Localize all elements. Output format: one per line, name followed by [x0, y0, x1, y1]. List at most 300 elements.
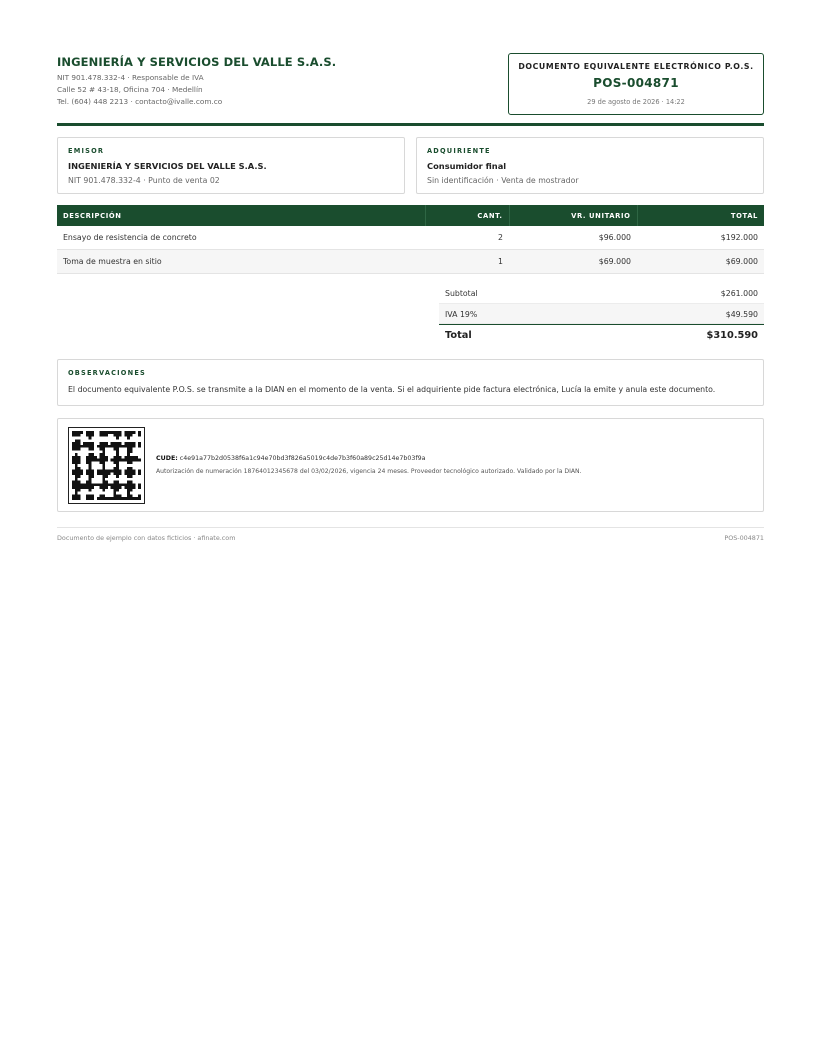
qr-module [113, 448, 116, 451]
footer-doc-number: POS-004871 [724, 534, 764, 542]
qr-module [127, 475, 130, 478]
qr-module [89, 486, 92, 489]
grand-total-row [439, 324, 764, 346]
qr-module [108, 470, 111, 473]
tax-value: $49.590 [725, 309, 758, 319]
qr-module [97, 497, 100, 500]
qr-module [80, 486, 83, 489]
qr-module [138, 470, 141, 473]
qr-module [116, 489, 119, 492]
qr-module [86, 434, 89, 437]
qr-module [78, 459, 81, 462]
cude-line [156, 455, 426, 462]
qr-module [124, 434, 127, 437]
qr-module [119, 497, 122, 500]
qr-module [78, 445, 81, 448]
qr-module [105, 483, 108, 486]
qr-module [105, 481, 108, 484]
qr-module [78, 448, 81, 451]
qr-module [113, 456, 116, 459]
items-header-row [57, 205, 764, 226]
qr-module [78, 456, 81, 459]
qr-module [116, 434, 119, 437]
qr-module [130, 461, 133, 464]
qr-module [89, 470, 92, 473]
qr-module [78, 434, 81, 437]
qr-module [75, 472, 78, 475]
qr-module [105, 472, 108, 475]
qr-module [116, 448, 119, 451]
qr-module [100, 442, 103, 445]
qr-module [100, 459, 103, 462]
qr-module [124, 472, 127, 475]
qr-module [72, 494, 75, 497]
qr-module [72, 456, 75, 459]
qr-module [100, 472, 103, 475]
qr-module [102, 461, 105, 464]
qr-module [86, 497, 89, 500]
qr-module [91, 475, 94, 478]
qr-module [102, 450, 105, 453]
qr-module [91, 483, 94, 486]
qr-module [116, 486, 119, 489]
qr-module [86, 445, 89, 448]
qr-module [102, 494, 105, 497]
qr-module [130, 442, 133, 445]
qr-module [86, 456, 89, 459]
qr-module [127, 492, 130, 495]
qr-module [113, 434, 116, 437]
qr-module [130, 434, 133, 437]
qr-module [75, 448, 78, 451]
grand-total-label: Total [445, 330, 472, 341]
qr-module [80, 483, 83, 486]
qr-module [94, 456, 97, 459]
qr-module [130, 497, 133, 500]
qr-module [97, 483, 100, 486]
qr-module [138, 497, 141, 500]
qr-module [130, 431, 133, 434]
qr-module [119, 472, 122, 475]
qr-module [111, 431, 114, 434]
qr-module [116, 461, 119, 464]
qr-module [89, 456, 92, 459]
qr-module [133, 497, 136, 500]
qr-module [86, 431, 89, 434]
document-number: POS-004871 [593, 76, 679, 90]
qr-module [113, 445, 116, 448]
qr-module [78, 431, 81, 434]
qr-module [91, 431, 94, 434]
qr-module [89, 494, 92, 497]
qr-module [78, 483, 81, 486]
qr-module [72, 481, 75, 484]
qr-module [113, 486, 116, 489]
qr-module [100, 483, 103, 486]
qr-module [116, 467, 119, 470]
qr-module [100, 494, 103, 497]
qr-module [122, 445, 125, 448]
qr-module [105, 445, 108, 448]
qr-module [138, 483, 141, 486]
qr-module [91, 453, 94, 456]
subtotal-value: $261.000 [720, 289, 758, 298]
qr-module [105, 434, 108, 437]
qr-module [119, 442, 122, 445]
company-address: Calle 52 # 43-18, Oficina 704 · Medellín [57, 85, 203, 94]
qr-module [102, 478, 105, 481]
qr-module [89, 481, 92, 484]
qr-module [89, 453, 92, 456]
qr-module [83, 483, 86, 486]
qr-module [122, 483, 125, 486]
grand-total-value: $310.590 [706, 330, 758, 341]
qr-module [80, 470, 83, 473]
qr-module [138, 459, 141, 462]
qr-module [78, 494, 81, 497]
item-unit-price: $69.000 [509, 250, 637, 274]
qr-module [135, 459, 138, 462]
qr-module [75, 470, 78, 473]
qr-module [102, 464, 105, 467]
qr-module [111, 442, 114, 445]
qr-module [105, 470, 108, 473]
qr-module [75, 486, 78, 489]
qr-code-icon [68, 427, 145, 504]
qr-module [72, 431, 75, 434]
qr-module [86, 494, 89, 497]
qr-module [89, 434, 92, 437]
item-unit-price: $96.000 [509, 226, 637, 250]
qr-module [94, 459, 97, 462]
qr-module [130, 489, 133, 492]
qr-module [127, 445, 130, 448]
qr-module [102, 483, 105, 486]
qr-module [100, 453, 103, 456]
qr-module [75, 453, 78, 456]
qr-module [91, 472, 94, 475]
qr-module [124, 445, 127, 448]
qr-module [116, 453, 119, 456]
qr-module [127, 483, 130, 486]
qr-module [100, 448, 103, 451]
qr-module [113, 494, 116, 497]
qr-module [127, 467, 130, 470]
cude-value: c4e91a77b2d0538f6a1c94e70bd3f826a5019c4de7b3f60a89c25d14e7b03f9a [179, 455, 426, 462]
qr-module [138, 434, 141, 437]
qr-module [102, 434, 105, 437]
qr-module [86, 481, 89, 484]
qr-module [133, 456, 136, 459]
qr-module [113, 431, 116, 434]
qr-module [133, 470, 136, 473]
qr-module [138, 486, 141, 489]
qr-module [130, 494, 133, 497]
qr-module [75, 439, 78, 442]
qr-module [89, 464, 92, 467]
qr-module [130, 448, 133, 451]
qr-module [91, 486, 94, 489]
table-row [57, 250, 764, 274]
qr-module [72, 486, 75, 489]
qr-module [130, 483, 133, 486]
tax-row [439, 304, 764, 325]
qr-module [89, 497, 92, 500]
qr-module [113, 459, 116, 462]
qr-module [80, 445, 83, 448]
qr-module [127, 453, 130, 456]
qr-module [100, 445, 103, 448]
qr-module [116, 445, 119, 448]
qr-module [124, 431, 127, 434]
qr-module [119, 445, 122, 448]
qr-module [108, 497, 111, 500]
qr-module [78, 489, 81, 492]
qr-module [100, 486, 103, 489]
emisor-detail: NIT 901.478.332-4 · Punto de venta 02 [68, 176, 220, 185]
qr-module [127, 497, 130, 500]
qr-module [116, 450, 119, 453]
item-qty: 2 [425, 226, 509, 250]
qr-module [72, 497, 75, 500]
qr-module [89, 483, 92, 486]
items-table [57, 205, 764, 274]
qr-module [83, 486, 86, 489]
qr-module [124, 483, 127, 486]
document-header [57, 53, 764, 116]
qr-module [113, 497, 116, 500]
qr-module [138, 431, 141, 434]
qr-module [91, 434, 94, 437]
qr-module [119, 486, 122, 489]
qr-module [108, 483, 111, 486]
emisor-name: INGENIERÍA Y SERVICIOS DEL VALLE S.A.S. [68, 161, 267, 171]
qr-module [72, 470, 75, 473]
qr-module [94, 483, 97, 486]
qr-module [75, 456, 78, 459]
qr-module [119, 459, 122, 462]
qr-module [116, 431, 119, 434]
qr-module [102, 475, 105, 478]
cude-label: CUDE: [156, 455, 178, 462]
qr-module [80, 472, 83, 475]
qr-module [91, 456, 94, 459]
observations-text: El documento equivalente P.O.S. se transmite a la DIAN en el momento de la venta. Si el adquiriente pide factura electrónica, Lucía la emite y anula este documento. [68, 385, 716, 394]
qr-module [119, 470, 122, 473]
qr-module [100, 497, 103, 500]
qr-module [105, 459, 108, 462]
column-header-qty: CANT. [425, 205, 509, 226]
qr-module [133, 445, 136, 448]
qr-module [130, 445, 133, 448]
qr-module [133, 442, 136, 445]
qr-module [138, 494, 141, 497]
qr-module [119, 483, 122, 486]
qr-module [111, 470, 114, 473]
qr-module [127, 437, 130, 440]
item-description: Ensayo de resistencia de concreto [57, 226, 425, 250]
qr-module [100, 470, 103, 473]
adquiriente-card [416, 137, 764, 194]
qr-module [89, 475, 92, 478]
qr-module [91, 470, 94, 473]
qr-module [100, 456, 103, 459]
qr-module [130, 472, 133, 475]
qr-module [86, 442, 89, 445]
qr-module [75, 461, 78, 464]
adquiriente-name: Consumidor final [427, 161, 507, 171]
qr-module [119, 431, 122, 434]
qr-module [130, 470, 133, 473]
qr-module [72, 472, 75, 475]
qr-module [113, 492, 116, 495]
qr-module [75, 475, 78, 478]
qr-module [105, 475, 108, 478]
qr-module [108, 431, 111, 434]
qr-module [102, 448, 105, 451]
footer-note: Documento de ejemplo con datos ficticios · afinate.com [57, 534, 236, 542]
observations-box [57, 359, 764, 406]
qr-module [127, 470, 130, 473]
qr-module [130, 481, 133, 484]
qr-module [127, 486, 130, 489]
qr-module [116, 497, 119, 500]
qr-module [86, 472, 89, 475]
qr-module [102, 481, 105, 484]
qr-module [78, 461, 81, 464]
emisor-label: EMISOR [68, 147, 105, 155]
qr-module [78, 439, 81, 442]
qr-module [102, 470, 105, 473]
company-tax-info: NIT 901.478.332-4 · Responsable de IVA [57, 73, 204, 82]
qr-module [116, 437, 119, 440]
qr-module [124, 456, 127, 459]
item-total: $69.000 [637, 250, 764, 274]
qr-module [138, 445, 141, 448]
qr-module [100, 461, 103, 464]
subtotal-row [439, 283, 764, 304]
adquiriente-detail: Sin identificación · Venta de mostrador [427, 176, 579, 185]
qr-module [89, 472, 92, 475]
column-header-description: DESCRIPCIÓN [57, 205, 425, 226]
qr-module [116, 472, 119, 475]
qr-module [78, 470, 81, 473]
qr-module [119, 456, 122, 459]
qr-module [78, 467, 81, 470]
item-qty: 1 [425, 250, 509, 274]
qr-module [75, 467, 78, 470]
qr-module [113, 461, 116, 464]
qr-module [133, 483, 136, 486]
qr-module [122, 459, 125, 462]
item-total: $192.000 [637, 226, 764, 250]
qr-module [97, 470, 100, 473]
qr-module [75, 489, 78, 492]
qr-module [75, 445, 78, 448]
qr-module [116, 483, 119, 486]
qr-module [72, 434, 75, 437]
qr-module [97, 472, 100, 475]
qr-module [75, 459, 78, 462]
qr-module [105, 431, 108, 434]
qr-module [97, 445, 100, 448]
qr-module [80, 431, 83, 434]
document-type: DOCUMENTO EQUIVALENTE ELECTRÓNICO P.O.S. [518, 62, 754, 71]
qr-module [130, 475, 133, 478]
qr-module [116, 475, 119, 478]
qr-module [72, 448, 75, 451]
qr-module [102, 459, 105, 462]
qr-module [127, 461, 130, 464]
qr-module [119, 494, 122, 497]
qr-module [105, 497, 108, 500]
qr-module [102, 497, 105, 500]
qr-module [124, 470, 127, 473]
qr-module [75, 478, 78, 481]
qr-code-graphic [72, 431, 141, 500]
qr-module [102, 456, 105, 459]
qr-module [75, 431, 78, 434]
qr-module [116, 442, 119, 445]
qr-module [72, 483, 75, 486]
tax-label: IVA 19% [445, 309, 478, 319]
qr-module [133, 486, 136, 489]
qr-module [127, 456, 130, 459]
column-header-unit-price: VR. UNITARIO [509, 205, 637, 226]
qr-module [124, 459, 127, 462]
qr-module [83, 445, 86, 448]
qr-module [135, 497, 138, 500]
qr-module [102, 472, 105, 475]
qr-module [89, 489, 92, 492]
qr-module [78, 486, 81, 489]
qr-module [89, 445, 92, 448]
qr-module [102, 445, 105, 448]
qr-module [113, 481, 116, 484]
qr-module [113, 489, 116, 492]
qr-module [72, 461, 75, 464]
qr-module [116, 470, 119, 473]
qr-module [111, 445, 114, 448]
qr-module [91, 445, 94, 448]
qr-module [127, 431, 130, 434]
qr-module [102, 442, 105, 445]
qr-module [78, 481, 81, 484]
qr-module [78, 472, 81, 475]
observations-label: OBSERVACIONES [68, 369, 146, 377]
qr-module [75, 481, 78, 484]
adquiriente-label: ADQUIRIENTE [427, 147, 491, 155]
qr-module [100, 431, 103, 434]
qr-module [72, 445, 75, 448]
qr-module [89, 448, 92, 451]
qr-module [130, 486, 133, 489]
qr-module [130, 450, 133, 453]
qr-module [83, 442, 86, 445]
qr-module [89, 437, 92, 440]
qr-module [127, 442, 130, 445]
emisor-card [57, 137, 405, 194]
qr-module [138, 442, 141, 445]
authorization-text: Autorización de numeración 18764012345678 del 03/02/2026, vigencia 24 meses. Proveedor tecnológico autorizado. Validado por la DIAN. [156, 468, 582, 475]
qr-module [72, 442, 75, 445]
qr-module [113, 470, 116, 473]
qr-module [135, 456, 138, 459]
cude-box [57, 418, 764, 512]
qr-module [100, 434, 103, 437]
qr-module [113, 483, 116, 486]
qr-module [111, 459, 114, 462]
